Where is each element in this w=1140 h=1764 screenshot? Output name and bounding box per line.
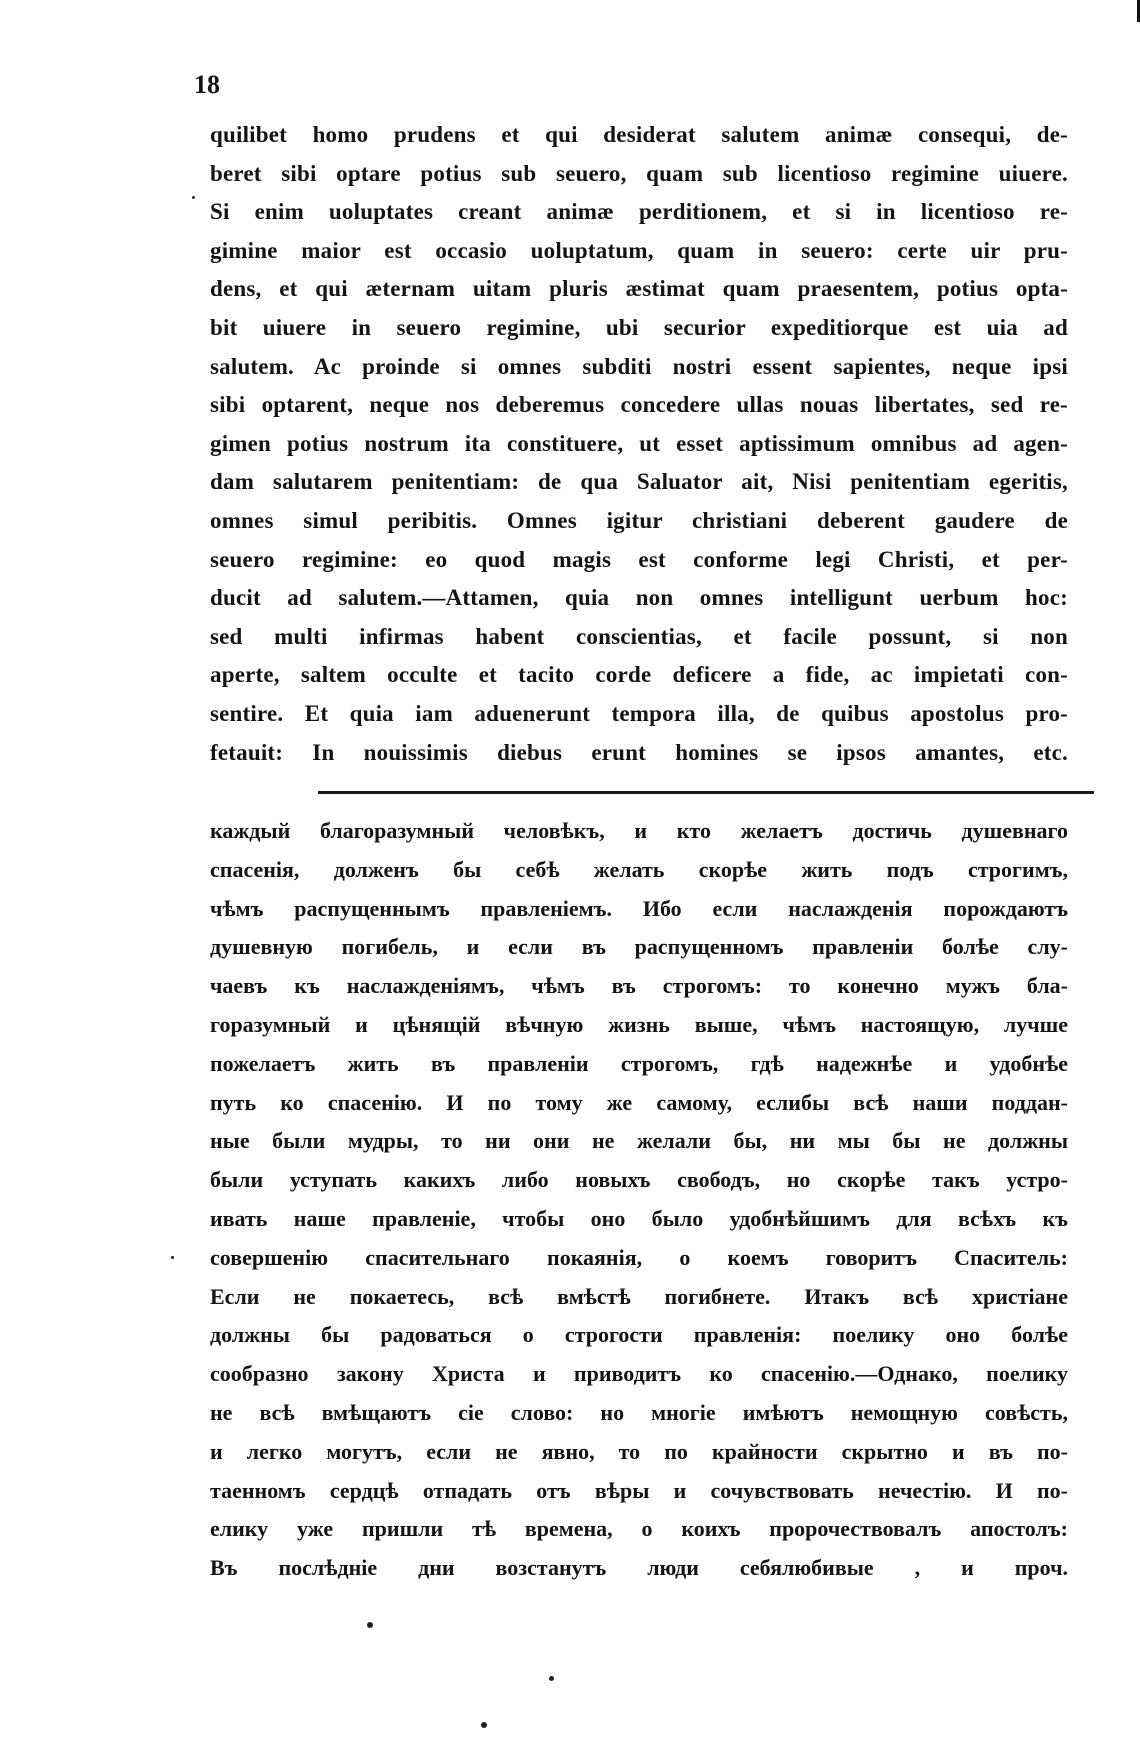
russian-line: должны бы радоваться о строгости правленія: поелику оно болѣе	[210, 1322, 1068, 1348]
russian-line: ные были мудры, то ни они не желали бы, ни мы бы не должны	[210, 1128, 1068, 1154]
ink-speck	[192, 196, 195, 199]
russian-line: каждый благоразумный человѣкъ, и кто желаетъ достичь душевнаго	[210, 818, 1068, 843]
latin-line: sibi optarent, neque nos deberemus concedere ullas nouas libertates, sed re-	[210, 392, 1068, 418]
latin-line: gimine maior est occasio uoluptatum, quam in seuero: certe uir pru-	[210, 237, 1068, 263]
latin-line: salutem. Ac proinde si omnes subditi nostri essent sapientes, neque ipsi	[210, 353, 1068, 379]
latin-line: sentire. Et quia iam aduenerunt tempora illa, de quibus apostolus pro-	[210, 700, 1068, 726]
ink-speck	[367, 1622, 373, 1628]
latin-line: gimen potius nostrum ita constituere, ut esset aptissimum omnibus ad agen-	[210, 430, 1068, 456]
section-divider	[318, 791, 1094, 794]
ink-speck	[171, 1256, 174, 1259]
russian-line: Въ послѣдніе дни возстанутъ люди себялюбивые , и проч.	[210, 1555, 1068, 1581]
russian-line: спасенія, долженъ бы себѣ желать скорѣе жить подъ строгимъ,	[210, 856, 1068, 882]
latin-line: beret sibi optare potius sub seuero, quam sub licentioso regimine uiuere.	[210, 160, 1068, 186]
russian-line: ивать наше правленіе, чтобы оно было удобнѣйшимъ для всѣхъ къ	[210, 1205, 1068, 1231]
russian-line: и легко могутъ, если не явно, то по крайности скрытно и въ по-	[210, 1438, 1068, 1464]
latin-line: fetauit: In nouissimis diebus erunt homines se ipsos amantes, etc.	[210, 739, 1068, 765]
russian-text-block	[210, 812, 1068, 1588]
russian-line: сообразно закону Христа и приводитъ ко спасенію.—Однако, поелику	[210, 1361, 1068, 1387]
latin-line: aperte, saltem occulte et tacito corde deficere a fide, ac impietati con-	[210, 662, 1068, 688]
latin-line: sed multi infirmas habent conscientias, et facile possunt, si non	[210, 623, 1068, 649]
russian-line: чаевъ къ наслажденіямъ, чѣмъ въ строгомъ: то конечно мужъ бла-	[210, 973, 1068, 999]
russian-line: Если не покаетесь, всѣ вмѣстѣ погибнете. Итакъ всѣ христіане	[210, 1283, 1068, 1309]
ink-speck	[481, 1722, 487, 1728]
latin-line: dam salutarem penitentiam: de qua Saluator ait, Nisi penitentiam egeritis,	[210, 469, 1068, 495]
russian-line: были уступать какихъ либо новыхъ свободъ, но скорѣе такъ устро-	[210, 1167, 1068, 1193]
latin-text-block	[210, 116, 1068, 772]
russian-line: чѣмъ распущеннымъ правленіемъ. Ибо если наслажденія порождаютъ	[210, 895, 1068, 921]
latin-line: dens, et qui æternam uitam pluris æstimat quam praesentem, potius opta-	[210, 276, 1068, 302]
latin-line: bit uiuere in seuero regimine, ubi securior expeditiorque est uia ad	[210, 314, 1068, 340]
russian-line: елику уже пришли тѣ времена, о коихъ пророчествовалъ апостолъ:	[210, 1516, 1068, 1542]
page-number: 18	[194, 70, 220, 99]
latin-line: Si enim uoluptates creant animæ perditionem, et si in licentioso re-	[210, 199, 1068, 225]
latin-line: omnes simul peribitis. Omnes igitur christiani deberent gaudere de	[210, 507, 1068, 533]
russian-line: совершенію спасительнаго покаянія, о коемъ говоритъ Спаситель:	[210, 1244, 1068, 1270]
russian-line: душевную погибель, и если въ распущенномъ правленіи болѣе слу-	[210, 934, 1068, 960]
latin-line: seuero regimine: eo quod magis est conforme legi Christi, et per-	[210, 546, 1068, 572]
latin-line: ducit ad salutem.—Attamen, quia non omnes intelligunt uerbum hoc:	[210, 585, 1068, 611]
russian-line: таенномъ сердцѣ отпадать отъ вѣры и сочувствовать нечестію. И по-	[210, 1477, 1068, 1503]
russian-line: не всѣ вмѣщаютъ сіе слово: но многіе имѣютъ немощную совѣсть,	[210, 1399, 1068, 1425]
russian-line: пожелаетъ жить въ правленіи строгомъ, гдѣ надежнѣе и удобнѣе	[210, 1050, 1068, 1076]
russian-line: путь ко спасенію. И по тому же самому, еслибы всѣ наши поддан-	[210, 1089, 1068, 1115]
russian-line: горазумный и цѣнящій вѣчную жизнь выше, чѣмъ настоящую, лучше	[210, 1011, 1068, 1037]
latin-line: quilibet homo prudens et qui desiderat salutem animæ consequi, de-	[210, 122, 1068, 147]
ink-speck	[549, 1676, 554, 1681]
